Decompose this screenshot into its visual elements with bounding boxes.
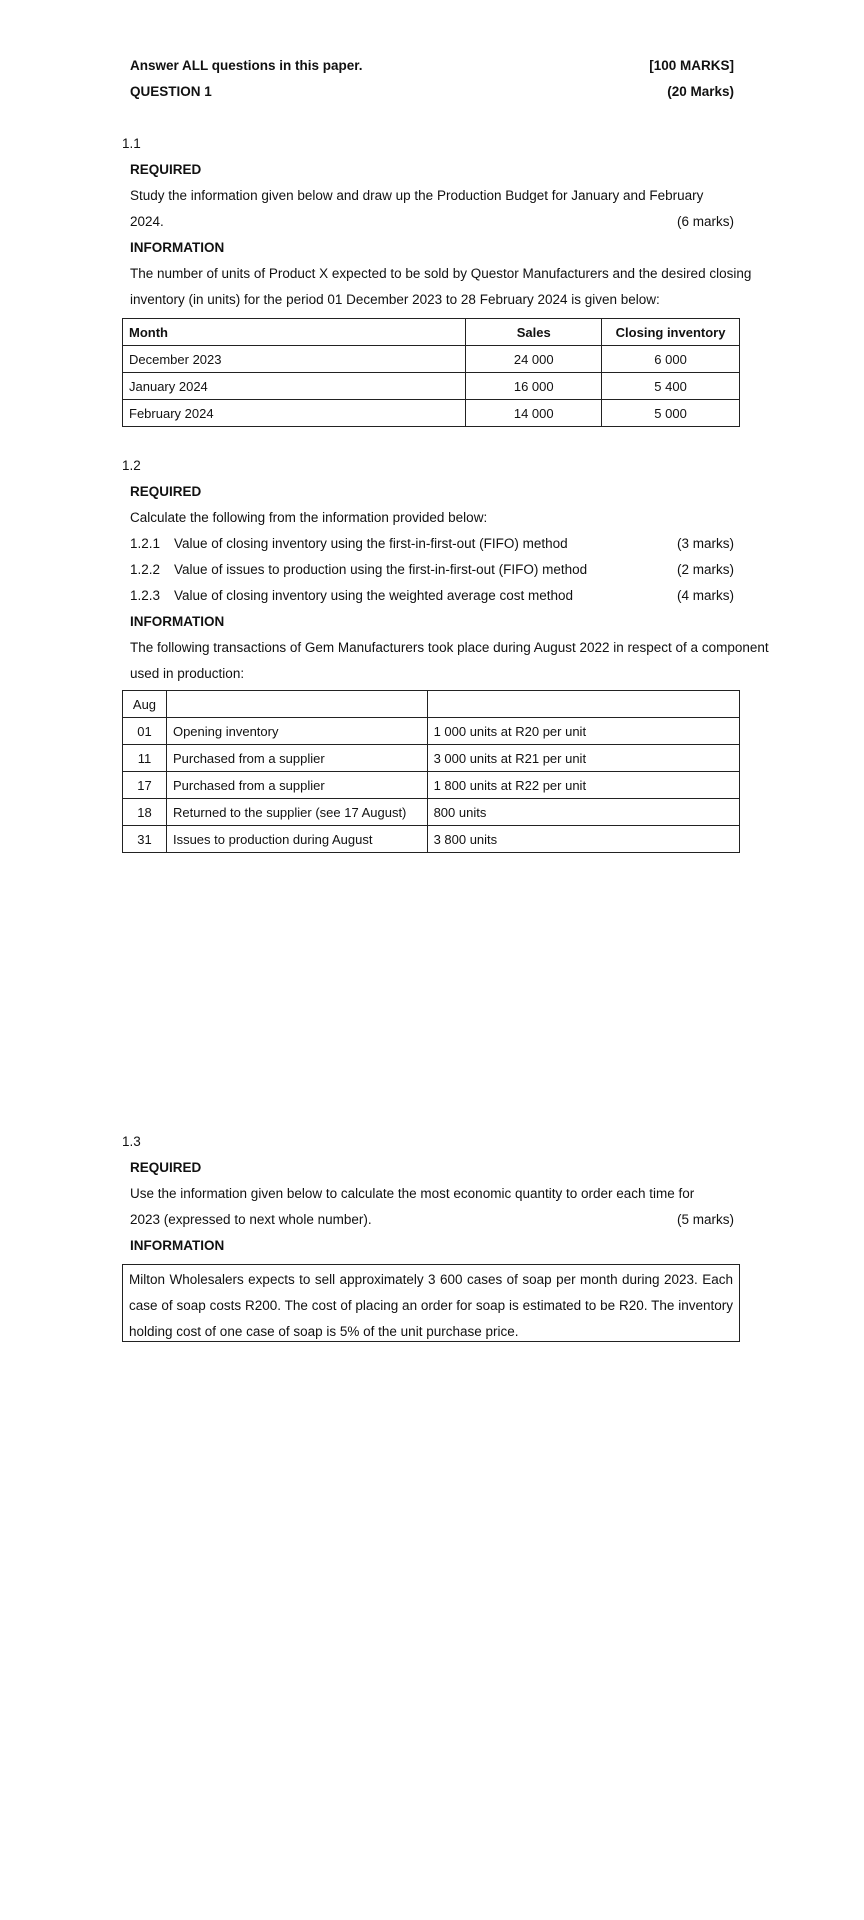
table-cell-day: 11 [123,745,167,772]
section-1-2-intro: Calculate the following from the information provided below: [130,510,488,525]
section-1-3-number: 1.3 [122,1134,141,1149]
table-row [123,799,740,826]
table-cell-description: Purchased from a supplier [166,772,427,799]
table-row [123,346,740,373]
table-row [123,718,740,745]
table-cell-day: 01 [123,718,167,745]
sub-question-number: 1.2.3 [130,588,161,603]
table-cell-description: Purchased from a supplier [166,745,427,772]
sub-question-marks: (4 marks) [677,588,734,603]
table-row [123,772,740,799]
sub-question-1-2-1 [130,534,734,554]
section-1-3-info-box: Milton Wholesalers expects to sell approximately 3 600 cases of soap per month during 2023. Each case of soap costs R200. The cost of placing an order for soap is estimated to be R20. The inventory holding cost of one case of soap is 5% of the unit purchase price. [122,1264,740,1342]
table-row [123,826,740,853]
sub-question-number: 1.2.1 [130,536,161,551]
section-1-2-information: INFORMATION [130,614,225,629]
production-table-header [123,319,740,346]
table-header-sales: Sales [466,319,602,346]
section-1-1-info-line1: The number of units of Product X expected to be sold by Questor Manufacturers and the desired closing [130,266,752,281]
production-table [122,318,740,427]
table-cell: 6 000 [602,346,740,373]
section-1-2-number: 1.2 [122,458,141,473]
table-cell: January 2024 [123,373,466,400]
table-cell: 5 400 [602,373,740,400]
section-1-1-number: 1.1 [122,136,141,151]
table-cell-empty [166,691,427,718]
section-1-1-required: REQUIRED [130,162,202,177]
section-1-1-required-row2 [130,212,734,232]
table-cell: February 2024 [123,400,466,427]
table-header-month: Month [123,319,466,346]
table-cell-description: Issues to production during August [166,826,427,853]
section-1-1-marks: (6 marks) [677,214,734,229]
instruction-text: Answer ALL questions in this paper. [130,58,363,73]
sub-question-1-2-3 [130,586,734,606]
table-cell: 24 000 [466,346,602,373]
table-header-aug: Aug [123,691,167,718]
table-cell-description: Returned to the supplier (see 17 August) [166,799,427,826]
section-1-2-info-line2: used in production: [130,666,245,681]
table-cell-day: 31 [123,826,167,853]
section-1-3-required-line1: Use the information given below to calculate the most economic quantity to order each time for [130,1186,695,1201]
table-row [123,373,740,400]
section-1-3-information: INFORMATION [130,1238,225,1253]
table-cell-details: 3 800 units [427,826,739,853]
table-cell-day: 17 [123,772,167,799]
table-cell: 16 000 [466,373,602,400]
section-1-2-info-line1: The following transactions of Gem Manufacturers took place during August 2022 in respect of a component [130,640,769,655]
question-title: QUESTION 1 [130,84,212,99]
section-1-3-required-line2: 2023 (expressed to next whole number). [130,1212,372,1227]
question-marks: (20 Marks) [667,84,734,99]
sub-question-text: Value of closing inventory using the weighted average cost method [174,588,573,603]
table-cell-description: Opening inventory [166,718,427,745]
table-cell-day: 18 [123,799,167,826]
table-cell: December 2023 [123,346,466,373]
section-1-3-required: REQUIRED [130,1160,202,1175]
table-cell-details: 1 800 units at R22 per unit [427,772,739,799]
sub-question-marks: (2 marks) [677,562,734,577]
sub-question-number: 1.2.2 [130,562,161,577]
header-instruction-row [130,56,734,76]
section-1-1-required-line1: Study the information given below and draw up the Production Budget for January and February [130,188,704,203]
table-cell-details: 3 000 units at R21 per unit [427,745,739,772]
table-row [123,400,740,427]
total-marks: [100 MARKS] [649,58,734,73]
table-cell-details: 1 000 units at R20 per unit [427,718,739,745]
table-header-closing-inventory: Closing inventory [602,319,740,346]
section-1-1-info-line2: inventory (in units) for the period 01 December 2023 to 28 February 2024 is given below: [130,292,660,307]
table-cell: 14 000 [466,400,602,427]
table-cell-details: 800 units [427,799,739,826]
table-cell-empty [427,691,739,718]
section-1-1-required-line2: 2024. [130,214,164,229]
sub-question-marks: (3 marks) [677,536,734,551]
section-1-3-marks: (5 marks) [677,1212,734,1227]
question-heading-row [130,82,734,102]
sub-question-text: Value of issues to production using the first-in-first-out (FIFO) method [174,562,588,577]
transactions-table [122,690,740,853]
section-1-1-information: INFORMATION [130,240,225,255]
sub-question-text: Value of closing inventory using the first-in-first-out (FIFO) method [174,536,568,551]
section-1-3-required-row2 [130,1210,734,1230]
table-cell: 5 000 [602,400,740,427]
section-1-2-required: REQUIRED [130,484,202,499]
sub-question-1-2-2 [130,560,734,580]
table-row [123,745,740,772]
transactions-table-header [123,691,740,718]
